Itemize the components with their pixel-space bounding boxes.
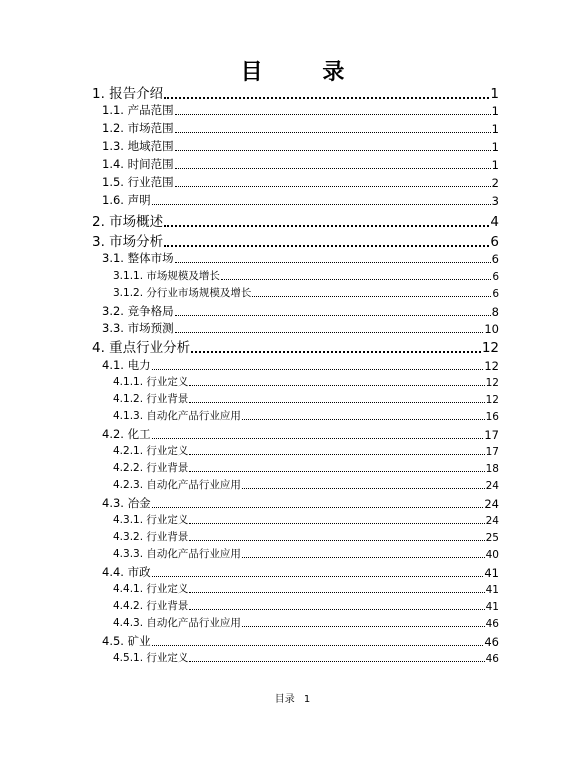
dot-leader — [175, 168, 491, 169]
toc-entry-label: 3.1.1. 市场规模及增长 — [113, 270, 220, 282]
dot-leader — [175, 332, 484, 333]
toc-entry-label: 4.2.3. 自动化产品行业应用 — [113, 479, 241, 491]
toc-entry-label: 1. 报告介绍 — [92, 86, 164, 102]
dot-leader — [189, 609, 484, 610]
toc-entry[interactable] — [92, 287, 499, 300]
toc-entry-label: 4.5. 矿业 — [102, 634, 151, 648]
toc-entry-page-number: 6 — [492, 271, 499, 283]
page-title: 目 录 — [240, 60, 371, 85]
toc-entry[interactable] — [92, 583, 499, 596]
toc-entry-label: 4.4.3. 自动化产品行业应用 — [113, 617, 241, 629]
toc-entry-label: 4.1.2. 行业背景 — [113, 393, 189, 405]
dot-leader — [175, 150, 491, 151]
toc-entry-label: 4.4.1. 行业定义 — [113, 583, 189, 595]
toc-entry-page-number: 1 — [490, 86, 499, 102]
toc-entry-label: 1.3. 地域范围 — [102, 139, 174, 153]
toc-entry[interactable] — [92, 122, 499, 136]
toc-entry[interactable] — [92, 531, 499, 544]
toc-entry-page-number: 12 — [484, 359, 499, 373]
toc-entry[interactable] — [92, 305, 499, 319]
toc-entry-label: 1.4. 时间范围 — [102, 157, 174, 171]
toc-entry-label: 4.1.1. 行业定义 — [113, 376, 189, 388]
toc-entry-label: 4. 重点行业分析 — [92, 340, 191, 356]
toc-entry[interactable] — [92, 252, 499, 266]
toc-entry-page-number: 18 — [485, 463, 499, 475]
toc-entry-page-number: 1 — [491, 104, 499, 118]
toc-entry-label: 3.3. 市场预测 — [102, 321, 174, 335]
dot-leader — [164, 225, 489, 227]
toc-entry-label: 4.1. 电力 — [102, 358, 151, 372]
toc-entry-label: 1.2. 市场范围 — [102, 121, 174, 135]
toc-entry-page-number: 6 — [490, 234, 499, 250]
toc-entry[interactable] — [92, 479, 499, 492]
toc-entry[interactable] — [92, 359, 499, 373]
dot-leader — [152, 204, 491, 205]
dot-leader — [242, 557, 485, 558]
toc-entry-page-number: 1 — [491, 140, 499, 154]
toc-entry-label: 4.2. 化工 — [102, 427, 151, 441]
toc-entry[interactable] — [92, 462, 499, 475]
toc-entry-page-number: 16 — [485, 411, 499, 423]
toc-entry-page-number: 17 — [485, 446, 499, 458]
toc-entry[interactable] — [92, 86, 499, 102]
toc-entry-label: 4.2.2. 行业背景 — [113, 462, 189, 474]
toc-entry-page-number: 1 — [491, 158, 499, 172]
toc-entry[interactable] — [92, 376, 499, 389]
toc-entry[interactable] — [92, 340, 499, 356]
dot-leader — [175, 315, 491, 316]
toc-entry-label: 3.1. 整体市场 — [102, 251, 174, 265]
toc-entry-label: 3.2. 竞争格局 — [102, 304, 174, 318]
toc-entry[interactable] — [92, 548, 499, 561]
toc-entry[interactable] — [92, 270, 499, 283]
toc-entry-label: 4.2.1. 行业定义 — [113, 445, 189, 457]
toc-entry[interactable] — [92, 652, 499, 665]
page-footer — [0, 690, 585, 705]
dot-leader — [189, 454, 484, 455]
dot-leader — [189, 523, 484, 524]
toc-entry[interactable] — [92, 393, 499, 406]
toc-entry[interactable] — [92, 234, 499, 250]
dot-leader — [152, 507, 484, 508]
toc-entry[interactable] — [92, 214, 499, 230]
dot-leader — [152, 576, 484, 577]
toc-entry[interactable] — [92, 600, 499, 613]
dot-leader — [175, 186, 491, 187]
dot-leader — [175, 262, 491, 263]
toc-entry-label: 3. 市场分析 — [92, 234, 164, 250]
toc-entry-page-number: 41 — [485, 601, 499, 613]
toc-entry-page-number: 10 — [484, 322, 499, 336]
footer-page-number: 1 — [303, 694, 311, 705]
toc-entry[interactable] — [92, 428, 499, 442]
toc-entry-page-number: 2 — [491, 176, 499, 190]
dot-leader — [189, 540, 484, 541]
toc-entry-label: 4.4. 市政 — [102, 565, 151, 579]
dot-leader — [152, 369, 484, 370]
toc-entry[interactable] — [92, 617, 499, 630]
toc-entry-label: 4.3.2. 行业背景 — [113, 531, 189, 543]
dot-leader — [189, 471, 484, 472]
toc-entry-page-number: 3 — [491, 194, 499, 208]
dot-leader — [221, 279, 491, 280]
dot-leader — [164, 97, 489, 99]
toc-entry-label: 1.5. 行业范围 — [102, 175, 174, 189]
dot-leader — [242, 419, 485, 420]
dot-leader — [189, 661, 484, 662]
dot-leader — [242, 488, 485, 489]
dot-leader — [152, 438, 484, 439]
toc-entry-page-number: 8 — [491, 305, 499, 319]
toc-entry-page-number: 41 — [484, 566, 499, 580]
toc-entry[interactable] — [92, 158, 499, 172]
toc-entry-page-number: 24 — [484, 497, 499, 511]
toc-entry-page-number: 4 — [490, 214, 499, 230]
toc-entry[interactable] — [92, 104, 499, 118]
toc-entry-label: 4.1.3. 自动化产品行业应用 — [113, 410, 241, 422]
toc-entry[interactable] — [92, 194, 499, 208]
dot-leader — [191, 351, 481, 353]
toc-entry-page-number: 6 — [491, 252, 499, 266]
toc-entry-page-number: 1 — [491, 122, 499, 136]
toc-entry-label: 3.1.2. 分行业市场规模及增长 — [113, 287, 252, 299]
toc-entry[interactable] — [92, 140, 499, 154]
toc-entry-label: 4.3. 冶金 — [102, 496, 151, 510]
toc-entry-page-number: 40 — [485, 549, 499, 561]
footer-label: 目录 — [274, 694, 295, 705]
toc-entry-label: 1.6. 声明 — [102, 193, 151, 207]
toc-entry-label: 2. 市场概述 — [92, 214, 164, 230]
toc-entry-page-number: 24 — [485, 515, 499, 527]
toc-entry[interactable] — [92, 635, 499, 649]
dot-leader — [175, 132, 491, 133]
dot-leader — [175, 114, 491, 115]
toc-entry[interactable] — [92, 566, 499, 580]
toc-entry[interactable] — [92, 497, 499, 511]
toc-entry-label: 4.3.1. 行业定义 — [113, 514, 189, 526]
toc-entry-label: 1.1. 产品范围 — [102, 103, 174, 117]
toc-entry[interactable] — [92, 410, 499, 423]
dot-leader — [242, 626, 485, 627]
toc-entry-page-number: 6 — [492, 288, 499, 300]
toc-entry-page-number: 46 — [485, 653, 499, 665]
dot-leader — [189, 592, 484, 593]
toc-entry[interactable] — [92, 176, 499, 190]
toc-entry-page-number: 12 — [485, 394, 499, 406]
toc-entry-label: 4.3.3. 自动化产品行业应用 — [113, 548, 241, 560]
toc-entry[interactable] — [92, 445, 499, 458]
toc-entry-page-number: 25 — [485, 532, 499, 544]
toc-entry-label: 4.4.2. 行业背景 — [113, 600, 189, 612]
dot-leader — [189, 385, 484, 386]
dot-leader — [252, 296, 491, 297]
toc-entry-page-number: 41 — [485, 584, 499, 596]
toc-entry-page-number: 17 — [484, 428, 499, 442]
dot-leader — [189, 402, 484, 403]
dot-leader — [164, 245, 489, 247]
toc-entry-page-number: 12 — [481, 340, 499, 356]
toc-entry-label: 4.5.1. 行业定义 — [113, 652, 189, 664]
toc-entry-page-number: 12 — [485, 377, 499, 389]
toc-entry-page-number: 24 — [485, 480, 499, 492]
toc-entry-page-number: 46 — [484, 635, 499, 649]
dot-leader — [152, 645, 484, 646]
toc-entry[interactable] — [92, 322, 499, 336]
toc-entry-page-number: 46 — [485, 618, 499, 630]
toc-entry[interactable] — [92, 514, 499, 527]
